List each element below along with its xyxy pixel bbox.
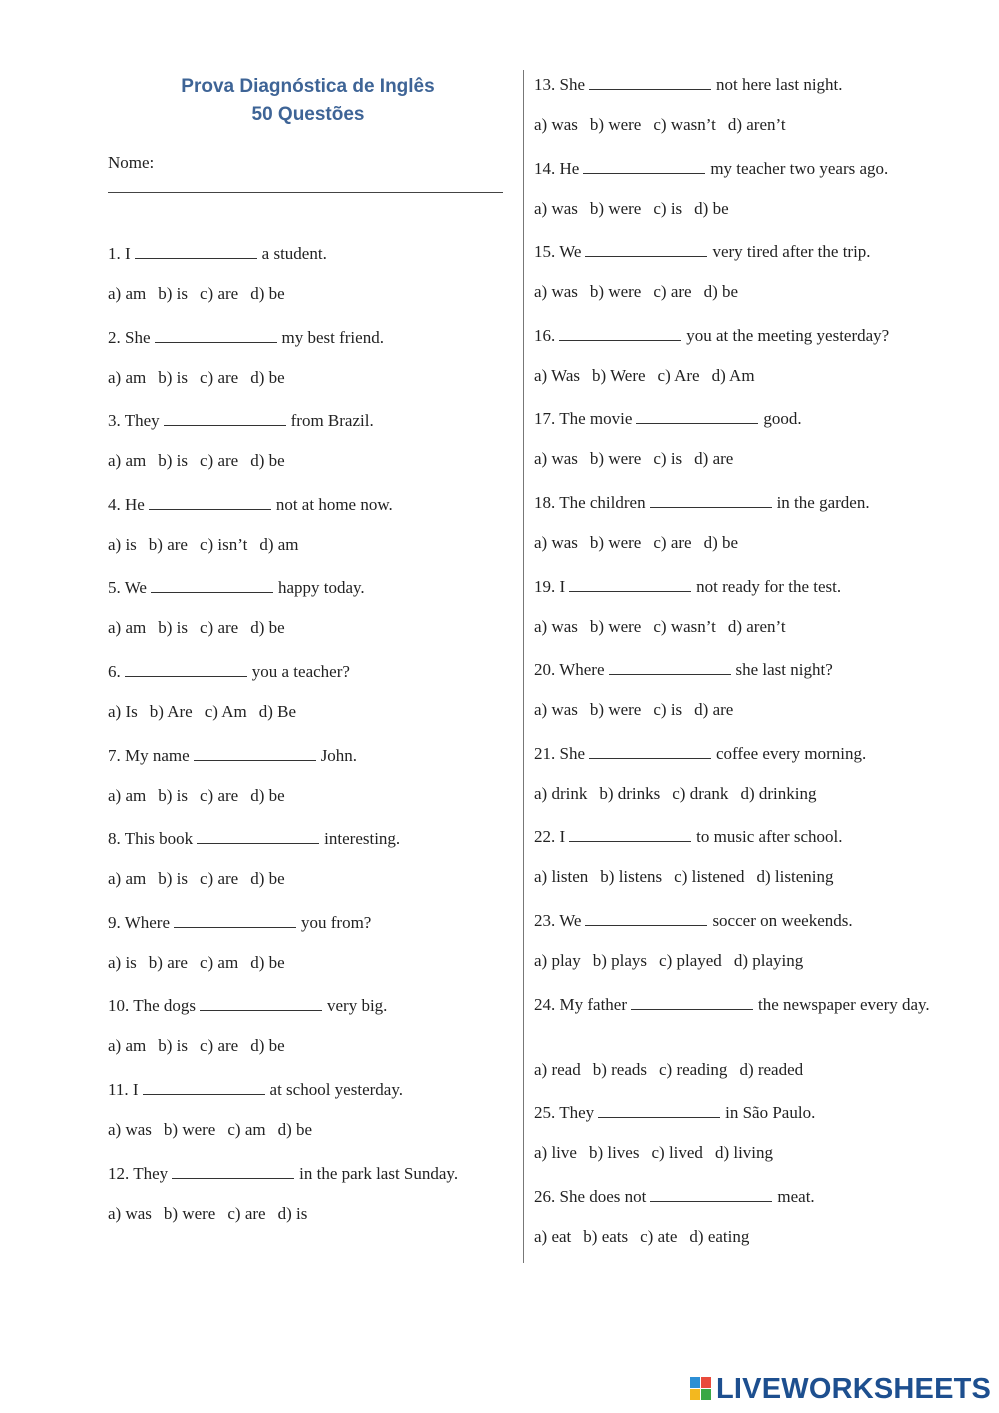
question-7 [108, 742, 357, 768]
question-11 [108, 1076, 403, 1102]
options-row [108, 1202, 319, 1226]
answer-option[interactable]: a) am [108, 1036, 147, 1056]
options-row [108, 1118, 324, 1142]
question-10 [108, 992, 387, 1018]
answer-option[interactable]: c) are [653, 533, 692, 552]
answer-blank[interactable] [151, 574, 273, 593]
answer-option[interactable]: d) Be [258, 702, 297, 721]
question-text: 12. They [108, 1163, 169, 1183]
answer-option[interactable]: d) is [277, 1203, 308, 1223]
options-row [108, 533, 311, 557]
answer-blank[interactable] [125, 658, 247, 677]
answer-option[interactable]: b) is [158, 869, 188, 889]
options-row [108, 282, 297, 306]
answer-blank[interactable] [135, 240, 257, 259]
question-continuation: soccer on weekends. [712, 911, 853, 930]
answer-option[interactable]: a) Was [534, 365, 580, 385]
options-row [534, 1225, 761, 1249]
question-continuation: John. [320, 745, 358, 765]
page-title: Prova Diagnóstica de Inglês [181, 76, 435, 97]
answer-option[interactable]: b) were [589, 700, 642, 720]
answer-option[interactable]: a) is [108, 534, 137, 554]
answer-option[interactable]: b) were [163, 1120, 216, 1139]
answer-option[interactable]: a) was [108, 1120, 152, 1139]
answer-option[interactable]: c) are [227, 1203, 266, 1223]
question-text: 4. He [108, 494, 145, 514]
question-19 [534, 573, 841, 599]
answer-option[interactable]: b) Are [149, 702, 193, 721]
question-continuation: you from? [301, 912, 372, 932]
answer-option[interactable]: c) are [199, 451, 239, 471]
answer-option[interactable]: b) were [589, 115, 642, 134]
question-25 [534, 1099, 815, 1125]
options-row [534, 698, 745, 722]
options-row [108, 784, 297, 808]
answer-option[interactable]: b) were [589, 533, 642, 552]
options-row [534, 364, 767, 388]
answer-option[interactable]: d) Am [711, 365, 755, 385]
question-continuation: in the garden. [776, 493, 870, 512]
question-text: 25. They [534, 1103, 595, 1123]
question-text: 7. My name [108, 745, 190, 765]
answer-option[interactable]: b) is [158, 451, 188, 471]
answer-option[interactable]: c) is [653, 449, 683, 469]
answer-option[interactable]: c) am [227, 1120, 266, 1139]
answer-blank[interactable] [197, 825, 319, 844]
options-row [534, 531, 750, 555]
answer-option[interactable]: d) be [703, 533, 739, 552]
answer-option[interactable]: d) listening [756, 867, 834, 887]
question-continuation: from Brazil. [290, 411, 374, 431]
answer-blank[interactable] [650, 489, 772, 508]
question-22 [534, 823, 843, 849]
answer-option[interactable]: a) Is [108, 702, 138, 721]
answer-blank[interactable] [569, 573, 691, 592]
question-6 [108, 658, 350, 684]
question-text: 10. The dogs [108, 996, 196, 1016]
answer-option[interactable]: d) living [714, 1143, 774, 1163]
answer-option[interactable]: a) am [108, 451, 147, 471]
answer-blank[interactable] [585, 238, 707, 257]
answer-option[interactable]: a) was [534, 700, 578, 720]
question-21 [534, 740, 866, 766]
answer-option[interactable]: d) playing [733, 951, 804, 970]
answer-option[interactable]: d) readed [739, 1059, 804, 1079]
question-1 [108, 240, 327, 266]
answer-option[interactable]: d) are [694, 700, 734, 720]
question-13 [534, 71, 843, 97]
answer-option[interactable]: c) Am [204, 702, 247, 721]
answer-option[interactable]: c) wasn’t [653, 115, 716, 134]
question-24 [534, 991, 944, 1017]
answer-blank[interactable] [155, 324, 277, 343]
answer-option[interactable]: b) listens [600, 867, 663, 887]
answer-option[interactable]: b) were [589, 282, 642, 302]
question-continuation: in São Paulo. [725, 1103, 816, 1123]
answer-blank[interactable] [589, 71, 711, 90]
question-26 [534, 1183, 815, 1209]
answer-option[interactable]: c) are [199, 284, 239, 303]
answer-option[interactable]: d) be [694, 198, 729, 218]
answer-option[interactable]: b) is [158, 785, 188, 805]
answer-option[interactable]: b) is [158, 284, 188, 303]
answer-option[interactable]: c) lived [651, 1143, 703, 1163]
question-text: 17. The movie [534, 409, 633, 429]
answer-blank[interactable] [598, 1099, 720, 1118]
question-8 [108, 825, 400, 851]
answer-blank[interactable] [200, 992, 322, 1011]
answer-option[interactable]: a) live [534, 1143, 577, 1163]
answer-blank[interactable] [569, 823, 691, 842]
question-3 [108, 407, 374, 433]
question-text: 13. She [534, 75, 585, 94]
question-text: 26. She does not [534, 1186, 647, 1206]
answer-option[interactable]: a) was [534, 449, 578, 469]
question-continuation: you at the meeting yesterday? [686, 325, 890, 345]
answer-option[interactable]: b) reads [592, 1059, 647, 1079]
answer-option[interactable]: a) was [108, 1203, 152, 1223]
question-continuation: not here last night. [716, 75, 843, 94]
column-divider [523, 70, 524, 1263]
answer-blank[interactable] [589, 740, 711, 759]
options-row [534, 280, 750, 304]
answer-option[interactable]: c) are [653, 282, 692, 302]
name-field-line[interactable] [108, 192, 503, 193]
options-row [534, 197, 741, 221]
question-continuation: my best friend. [281, 327, 384, 347]
question-text: 22. I [534, 827, 566, 847]
answer-option[interactable]: a) am [108, 367, 147, 387]
answer-option[interactable]: d) eating [689, 1226, 750, 1246]
answer-blank[interactable] [609, 656, 731, 675]
answer-option[interactable]: d) be [250, 451, 285, 471]
question-continuation: very tired after the trip. [712, 242, 871, 262]
answer-option[interactable]: d) drinking [740, 783, 817, 803]
answer-option[interactable]: c) is [653, 198, 683, 218]
question-text: 2. She [108, 327, 151, 347]
options-row [108, 616, 297, 640]
answer-option[interactable]: c) are [199, 618, 239, 638]
answer-option[interactable]: d) am [259, 534, 299, 554]
answer-option[interactable]: c) isn’t [199, 534, 248, 554]
answer-blank[interactable] [636, 405, 758, 424]
answer-blank[interactable] [583, 155, 705, 174]
answer-blank[interactable] [149, 491, 271, 510]
question-continuation: my teacher two years ago. [710, 158, 889, 178]
question-continuation: she last night? [735, 660, 833, 680]
answer-option[interactable]: a) listen [534, 867, 589, 887]
question-text: 18. The children [534, 493, 646, 512]
answer-option[interactable]: b) are [148, 952, 188, 972]
answer-option[interactable]: b) eats [583, 1226, 629, 1246]
answer-option[interactable]: a) was [534, 198, 578, 218]
question-text: 24. My father [534, 994, 628, 1014]
answer-option[interactable]: b) were [589, 198, 642, 218]
answer-option[interactable]: c) are [199, 367, 239, 387]
answer-option[interactable]: c) are [199, 869, 239, 889]
options-row [534, 1141, 785, 1165]
question-12 [108, 1160, 458, 1186]
options-row [108, 449, 297, 473]
answer-option[interactable]: d) be [277, 1120, 313, 1139]
question-continuation: interesting. [324, 829, 401, 849]
question-text: 15. We [534, 242, 582, 262]
answer-option[interactable]: c) are [199, 785, 239, 805]
answer-option[interactable]: d) aren’t [727, 616, 786, 636]
answer-option[interactable]: d) be [250, 618, 285, 638]
question-text: 3. They [108, 411, 160, 431]
question-continuation: very big. [327, 996, 388, 1016]
answer-option[interactable]: d) are [694, 449, 734, 469]
question-5 [108, 574, 365, 600]
question-continuation: you a teacher? [251, 662, 350, 681]
answer-blank[interactable] [631, 991, 753, 1010]
options-row [534, 447, 745, 471]
question-text: 20. Where [534, 660, 605, 680]
question-text: 14. He [534, 158, 580, 178]
answer-blank[interactable] [174, 909, 296, 928]
options-row [108, 366, 297, 390]
answer-option[interactable]: c) wasn’t [653, 616, 716, 636]
question-continuation: good. [763, 409, 802, 429]
answer-option[interactable]: b) Were [592, 365, 646, 385]
question-continuation: meat. [777, 1186, 815, 1206]
answer-option[interactable]: d) be [250, 869, 285, 889]
answer-option[interactable]: a) read [534, 1059, 581, 1079]
answer-blank[interactable] [172, 1160, 294, 1179]
question-text: 5. We [108, 578, 147, 598]
answer-blank[interactable] [143, 1076, 265, 1095]
answer-option[interactable]: c) am [199, 952, 239, 972]
answer-blank[interactable] [650, 1183, 772, 1202]
answer-option[interactable]: a) was [534, 115, 578, 134]
answer-option[interactable]: a) play [534, 951, 581, 970]
answer-option[interactable]: a) am [108, 869, 147, 889]
answer-option[interactable]: c) is [653, 700, 683, 720]
answer-option[interactable]: a) am [108, 785, 147, 805]
question-4 [108, 491, 393, 517]
question-text: 11. I [108, 1080, 139, 1099]
answer-option[interactable]: b) are [148, 534, 188, 554]
options-row [534, 1058, 815, 1082]
question-2 [108, 324, 384, 350]
answer-option[interactable]: b) were [163, 1203, 216, 1223]
answer-option[interactable]: c) listened [674, 867, 745, 887]
answer-blank[interactable] [585, 907, 707, 926]
answer-option[interactable]: a) was [534, 616, 578, 636]
answer-option[interactable]: b) drinks [599, 783, 661, 803]
page-subtitle: 50 Questões [251, 104, 365, 125]
question-18 [534, 489, 870, 515]
answer-option[interactable]: a) am [108, 618, 147, 638]
answer-option[interactable]: d) be [250, 367, 285, 387]
answer-option[interactable]: d) aren’t [727, 115, 786, 134]
answer-blank[interactable] [559, 322, 681, 341]
answer-option[interactable]: d) be [250, 1036, 285, 1056]
options-row [534, 113, 798, 137]
question-text: 16. [534, 325, 556, 345]
answer-option[interactable]: d) be [250, 785, 285, 805]
question-text: 23. We [534, 911, 582, 930]
question-text: 19. I [534, 576, 566, 596]
answer-option[interactable]: c) played [659, 951, 722, 970]
answer-option[interactable]: b) is [158, 367, 188, 387]
answer-option[interactable]: b) is [158, 1036, 188, 1056]
question-text: 9. Where [108, 912, 170, 932]
answer-option[interactable]: c) Are [657, 365, 700, 385]
answer-option[interactable]: c) are [199, 1036, 239, 1056]
answer-option[interactable]: b) is [158, 618, 188, 638]
options-row [108, 1034, 297, 1058]
question-continuation: at school yesterday. [269, 1080, 403, 1099]
answer-option[interactable]: a) was [534, 533, 578, 552]
answer-option[interactable]: c) drank [672, 783, 729, 803]
answer-blank[interactable] [194, 742, 316, 761]
answer-option[interactable]: a) am [108, 284, 147, 303]
question-continuation: a student. [261, 244, 327, 263]
answer-blank[interactable] [164, 407, 286, 426]
options-row [534, 615, 798, 639]
question-23 [534, 907, 853, 933]
question-continuation: not at home now. [275, 494, 393, 514]
question-17 [534, 405, 802, 431]
question-16 [534, 322, 889, 348]
answer-option[interactable]: b) were [589, 449, 642, 469]
answer-option[interactable]: b) lives [588, 1143, 640, 1163]
question-continuation: the newspaper every day. [758, 994, 930, 1014]
question-continuation: coffee every morning. [716, 743, 867, 763]
liveworksheets-logo-icon [690, 1377, 712, 1401]
options-row [534, 949, 815, 973]
liveworksheets-logo [690, 1372, 991, 1406]
options-row [108, 951, 297, 975]
answer-option[interactable]: d) be [250, 952, 285, 972]
answer-option[interactable]: c) reading [659, 1059, 728, 1079]
options-row [534, 782, 828, 806]
question-text: 1. I [108, 244, 131, 263]
question-continuation: not ready for the test. [696, 576, 842, 596]
answer-option[interactable]: d) be [250, 284, 285, 303]
answer-option[interactable]: a) eat [534, 1226, 572, 1246]
answer-option[interactable]: a) is [108, 952, 137, 972]
question-text: 8. This book [108, 829, 194, 849]
question-continuation: happy today. [277, 578, 365, 598]
options-row [108, 867, 297, 891]
answer-option[interactable]: b) were [589, 616, 642, 636]
question-20 [534, 656, 833, 682]
answer-option[interactable]: b) plays [592, 951, 648, 970]
options-row [108, 700, 308, 724]
options-row [534, 865, 845, 889]
answer-option[interactable]: a) was [534, 282, 578, 302]
name-label: Nome: [108, 153, 155, 172]
logo-text: LIVEWORKSHEETS [716, 1372, 992, 1405]
question-9 [108, 909, 371, 935]
question-15 [534, 238, 871, 264]
answer-option[interactable]: c) ate [640, 1226, 678, 1246]
answer-option[interactable]: d) be [703, 282, 739, 302]
question-14 [534, 155, 888, 181]
question-text: 21. She [534, 743, 585, 763]
question-text: 6. [108, 662, 121, 681]
answer-option[interactable]: a) drink [534, 783, 588, 803]
question-continuation: to music after school. [696, 827, 843, 847]
question-continuation: in the park last Sunday. [299, 1163, 459, 1183]
